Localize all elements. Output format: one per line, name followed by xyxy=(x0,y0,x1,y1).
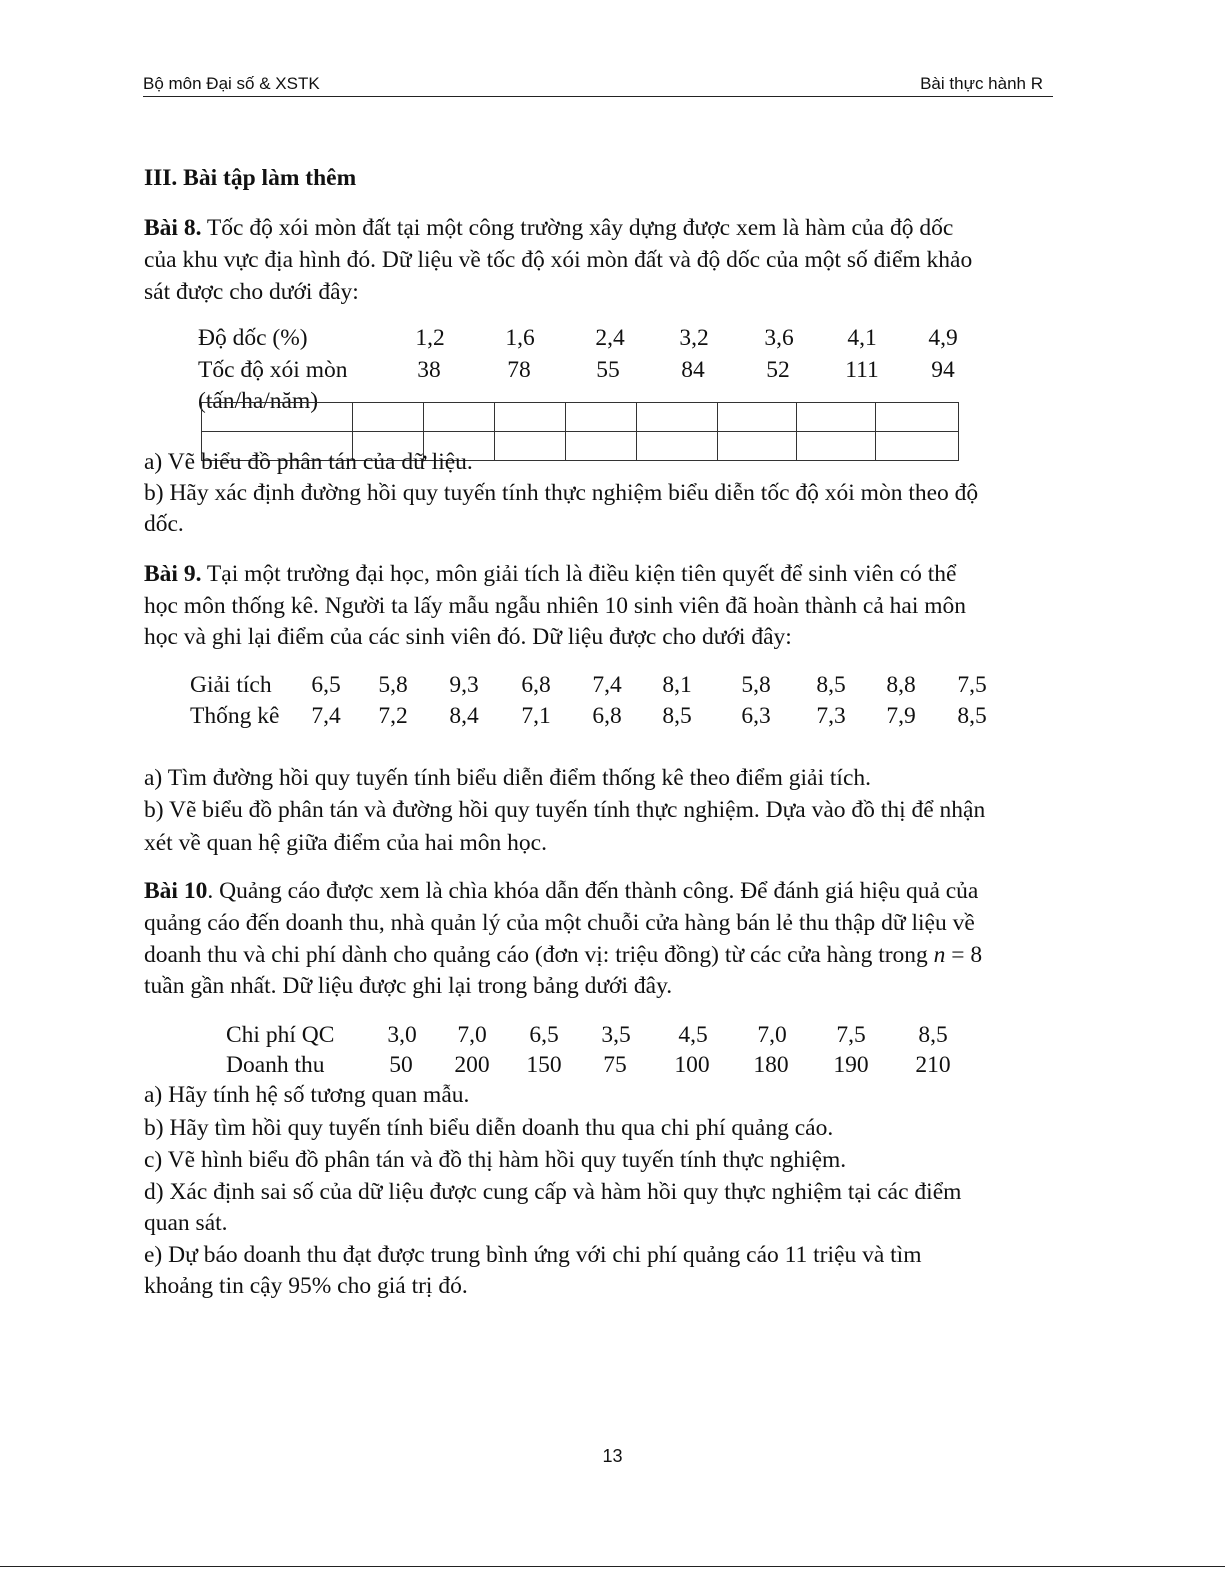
bai8-line-1 xyxy=(144,213,953,243)
bai9-table-row-statistics xyxy=(0,701,1225,731)
bai9-cell: 6,3 xyxy=(741,703,771,729)
bai9-question-a: a) Tìm đường hồi quy tuyến tính biểu diễn điểm thống kê theo điểm giải tích. xyxy=(144,765,871,791)
bai9-line-1 xyxy=(144,559,957,589)
bai10-cell: 210 xyxy=(915,1052,951,1078)
bai9-cell: 7,4 xyxy=(592,672,622,698)
bai9-cell: 6,5 xyxy=(311,672,341,698)
bai8-unit-label: (tấn/ha/năm) xyxy=(198,388,319,414)
bai9-cell: 7,9 xyxy=(886,703,916,729)
bai9-cell: 5,8 xyxy=(741,672,771,698)
bai10-question-d-1: d) Xác định sai số của dữ liệu được cung cấp và hàm hồi quy thực nghiệm tại các điểm xyxy=(144,1179,962,1205)
bai10-cell: 7,0 xyxy=(457,1022,487,1048)
bai8-cell: 2,4 xyxy=(595,325,625,351)
bai9-cell: 8,4 xyxy=(449,703,479,729)
bai10-label: Bài 10 xyxy=(144,878,208,904)
bai10-cell: 75 xyxy=(603,1052,627,1078)
bai10-line-3 xyxy=(144,940,982,970)
bai9-cell: 5,8 xyxy=(378,672,408,698)
bai10-cell: 50 xyxy=(389,1052,413,1078)
bai9-table-row-calculus xyxy=(0,670,1225,700)
bai10-question-b: b) Hãy tìm hồi quy tuyến tính biểu diễn doanh thu qua chi phí quảng cáo. xyxy=(144,1115,834,1141)
bai8-cell: 1,2 xyxy=(415,325,445,351)
bai10-question-d-2: quan sát. xyxy=(144,1210,228,1236)
bai9-cell: 8,1 xyxy=(662,672,692,698)
page-number: 13 xyxy=(602,1446,623,1466)
bai9-cell: 9,3 xyxy=(449,672,479,698)
bai8-label: Bài 8. xyxy=(144,215,202,241)
bai10-table-row-revenue xyxy=(0,1050,1225,1080)
bai10-cell: 4,5 xyxy=(678,1022,708,1048)
bai9-row-label: Giải tích xyxy=(190,672,272,698)
bai10-line-2: quảng cáo đến doanh thu, nhà quản lý của một chuỗi cửa hàng bán lẻ thu thập dữ liệu về xyxy=(144,910,975,936)
bai8-row-label: Độ dốc (%) xyxy=(198,325,308,351)
bai10-cell: 180 xyxy=(753,1052,789,1078)
bai10-cell: 200 xyxy=(454,1052,490,1078)
bai10-question-e-2: khoảng tin cậy 95% cho giá trị đó. xyxy=(144,1273,468,1299)
bai10-question-e-1: e) Dự báo doanh thu đạt được trung bình ứng với chi phí quảng cáo 11 triệu và tìm xyxy=(144,1242,922,1268)
bai9-cell: 8,8 xyxy=(886,672,916,698)
bai10-question-a: a) Hãy tính hệ số tương quan mẫu. xyxy=(144,1082,470,1108)
bai8-table-row-erosion xyxy=(0,355,1225,385)
bai9-label: Bài 9. xyxy=(144,561,202,587)
bai10-row-label: Doanh thu xyxy=(226,1052,325,1078)
bai9-cell: 7,1 xyxy=(521,703,551,729)
bai10-question-c: c) Vẽ hình biểu đồ phân tán và đồ thị hàm hồi quy tuyến tính thực nghiệm. xyxy=(144,1147,847,1173)
bai8-cell: 55 xyxy=(596,357,620,383)
bai10-cell: 190 xyxy=(833,1052,869,1078)
bai8-cell: 3,2 xyxy=(679,325,709,351)
bai10-line-4: tuần gần nhất. Dữ liệu được ghi lại trong bảng dưới đây. xyxy=(144,973,673,999)
page-bottom-divider xyxy=(0,1566,1225,1567)
bai9-cell: 8,5 xyxy=(957,703,987,729)
bai10-n-variable: n xyxy=(933,942,946,968)
bai9-question-b-1: b) Vẽ biểu đồ phân tán và đường hồi quy tuyến tính thực nghiệm. Dựa vào đồ thị để nhận xyxy=(144,797,986,823)
bai10-cell: 100 xyxy=(674,1052,710,1078)
bai8-cell: 38 xyxy=(417,357,441,383)
bai10-table-row-ad-cost xyxy=(0,1020,1225,1050)
bai10-cell: 3,0 xyxy=(387,1022,417,1048)
bai9-line-2: học môn thống kê. Người ta lấy mẫu ngẫu nhiên 10 sinh viên đã hoàn thành cả hai môn xyxy=(144,593,967,619)
bai9-line-3: học và ghi lại điểm của các sinh viên đó. Dữ liệu được cho dưới đây: xyxy=(144,624,792,650)
bai9-cell: 7,3 xyxy=(816,703,846,729)
bai10-cell: 3,5 xyxy=(601,1022,631,1048)
bai9-cell: 7,2 xyxy=(378,703,408,729)
bai10-cell: 150 xyxy=(526,1052,562,1078)
bai8-question-b-1: b) Hãy xác định đường hồi quy tuyến tính thực nghiệm biểu diễn tốc độ xói mòn theo độ xyxy=(144,480,979,506)
bai10-cell: 8,5 xyxy=(918,1022,948,1048)
bai9-text-1: Tại một trường đại học, môn giải tích là điều kiện tiên quyết để sinh viên có thể xyxy=(201,561,957,587)
bai8-cell: 3,6 xyxy=(764,325,794,351)
bai9-cell: 6,8 xyxy=(592,703,622,729)
bai8-question-b-2: dốc. xyxy=(144,511,184,537)
bai9-cell: 8,5 xyxy=(662,703,692,729)
bai9-question-b-2: xét về quan hệ giữa điểm của hai môn học. xyxy=(144,830,547,856)
bai8-cell: 4,9 xyxy=(928,325,958,351)
bai10-line-1 xyxy=(144,876,978,906)
bai10-cell: 6,5 xyxy=(529,1022,559,1048)
bai9-cell: 6,8 xyxy=(521,672,551,698)
bai9-cell: 7,5 xyxy=(957,672,987,698)
bai8-cell: 52 xyxy=(766,357,790,383)
bai8-cell: 4,1 xyxy=(847,325,877,351)
header-course: Bài thực hành R xyxy=(920,74,1043,93)
bai9-cell: 8,5 xyxy=(816,672,846,698)
bai9-cell: 7,4 xyxy=(311,703,341,729)
bai8-line-3: sát được cho dưới đây: xyxy=(144,279,359,305)
bai8-cell: 94 xyxy=(931,357,955,383)
bai10-text-3b: = 8 xyxy=(945,942,983,968)
bai8-cell: 111 xyxy=(845,357,879,383)
bai8-cell: 84 xyxy=(681,357,705,383)
bai10-cell: 7,0 xyxy=(757,1022,787,1048)
bai8-table-row-slope xyxy=(0,323,1225,353)
header-department: Bộ môn Đại số & XSTK xyxy=(143,74,320,93)
bai8-cell: 78 xyxy=(507,357,531,383)
bai8-row-label: Tốc độ xói mòn xyxy=(198,357,348,383)
bai10-text-3a: doanh thu và chi phí dành cho quảng cáo (đơn vị: triệu đồng) từ các cửa hàng trong xyxy=(144,942,934,968)
bai9-row-label: Thống kê xyxy=(190,703,280,729)
bai8-text-1: Tốc độ xói mòn đất tại một công trường xây dựng được xem là hàm của độ dốc xyxy=(201,215,954,241)
bai8-cell: 1,6 xyxy=(505,325,535,351)
bai8-question-a: a) Vẽ biểu đồ phân tán của dữ liệu. xyxy=(144,449,473,475)
section-title: III. Bài tập làm thêm xyxy=(144,165,357,191)
bai10-cell: 7,5 xyxy=(836,1022,866,1048)
bai10-text-1: . Quảng cáo được xem là chìa khóa dẫn đến thành công. Để đánh giá hiệu quả của xyxy=(207,878,979,904)
page-header xyxy=(143,72,1053,97)
bai10-row-label: Chi phí QC xyxy=(226,1022,335,1048)
bai8-line-2: của khu vực địa hình đó. Dữ liệu về tốc độ xói mòn đất và độ dốc của một số điểm khảo xyxy=(144,247,973,273)
